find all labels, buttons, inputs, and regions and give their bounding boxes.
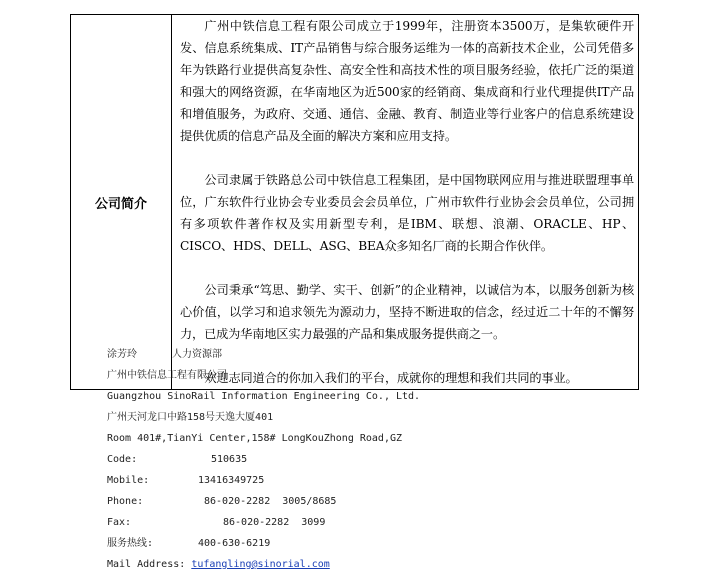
signature-code-line [107, 449, 420, 470]
company-intro-content [172, 15, 639, 390]
signature-address-cn: 广州天河龙口中路158号天逸大厦401 [107, 412, 274, 423]
signature-address-en: Room 401#,TianYi Center,158# LongKouZhong Road,GZ [107, 433, 403, 444]
signature-company-en: Guangzhou SinoRail Information Engineering Co., Ltd. [107, 391, 421, 402]
intro-paragraph-1: 广州中铁信息工程有限公司成立于1999年，注册资本3500万，是集软硬件开发、信息系统集成、IT产品销售与综合服务运维为一体的高新技术企业，公司凭借多年为铁路行业提供高复杂性、高安全性和高技术性的项目服务经验，依托广泛的渠道和强大的网络资源，在华南地区为近500家的经销商、集成商和行业代理提供IT产品和增值服务，为政府、交通、通信、金融、教育、制造业等行业客户的信息系统建设提供优质的信息产品及全面的解决方案和应用支持。 [180, 19, 634, 143]
company-intro-label: 公司简介 [71, 15, 172, 390]
hotline-value: 400-630-6219 [198, 538, 271, 549]
code-label: Code: [107, 454, 138, 465]
code-value: 510635 [211, 454, 248, 465]
signature-mail-line [107, 554, 420, 575]
signature-fax-line [107, 512, 420, 533]
fax-value: 86-020-2282 3099 [223, 517, 326, 528]
intro-paragraph-2: 公司隶属于铁路总公司中铁信息工程集团，是中国物联网应用与推进联盟理事单位，广东软件行业协会专业委员会会员单位，广州市软件行业协会会员单位，公司拥有多项软件著作权及实用新型专利，是IBM、联想、浪潮、ORACLE、HP、CISCO、HDS、DELL、ASG、BEA众多知名厂商的长期合作伙伴。 [180, 173, 634, 253]
phone-label: Phone: [107, 496, 144, 507]
signature-name-line [107, 344, 420, 365]
mobile-value: 13416349725 [198, 475, 265, 486]
fax-label: Fax: [107, 517, 132, 528]
signature-mobile-line [107, 470, 420, 491]
intro-paragraph-3: 公司秉承“笃思、勤学、实干、创新”的企业精神，以诚信为本，以服务创新为核心价值，以学习和追求领先为源动力，坚持不断进取的信念，经过近二十年的不懈努力，已成为华南地区实力最强的产品和集成服务提供商之一。 [180, 283, 634, 341]
intro-paragraph-4: 欢迎志同道合的你加入我们的平台，成就你的理想和我们共同的事业。 [204, 371, 578, 385]
signature-phone-line [107, 491, 420, 512]
mobile-label: Mobile: [107, 475, 150, 486]
mail-label: Mail Address: [107, 559, 186, 570]
hotline-label: 服务热线: [107, 538, 154, 549]
company-intro-table [70, 14, 639, 390]
signature-company-cn: 广州中铁信息工程有限公司 [107, 370, 227, 381]
phone-value: 86-020-2282 3005/8685 [204, 496, 337, 507]
signature-name: 涂芳玲 [107, 349, 137, 360]
mail-address-link[interactable]: tufangling@sinorial.com [191, 559, 330, 570]
signature-hotline-line [107, 533, 420, 554]
email-signature [107, 344, 420, 575]
signature-department: 人力资源部 [172, 349, 222, 360]
